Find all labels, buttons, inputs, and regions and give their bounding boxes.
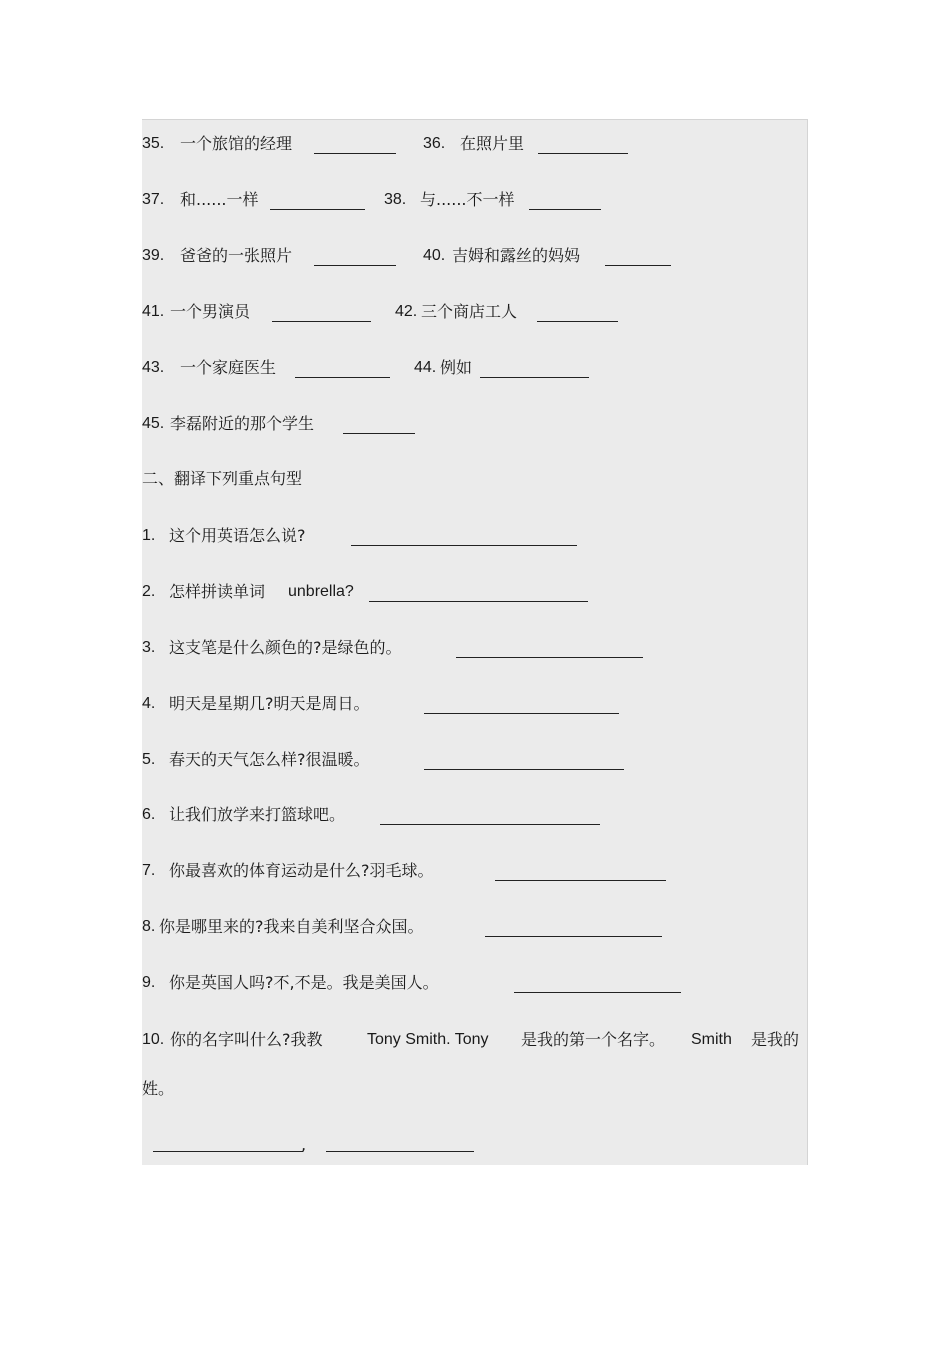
item-text: 让我们放学来打篮球吧。 (169, 805, 346, 824)
item-number: 37. (142, 191, 165, 208)
item-number: 9. (142, 974, 156, 991)
item-text: 姓。 (142, 1079, 175, 1098)
answer-blank[interactable] (456, 657, 643, 658)
answer-blank[interactable] (424, 713, 619, 714)
answer-blank[interactable] (153, 1151, 303, 1152)
answer-blank[interactable] (314, 265, 396, 266)
item-number: 38. (384, 191, 407, 208)
answer-blank[interactable] (537, 321, 618, 322)
item-word: Tony Smith. Tony (367, 1031, 489, 1048)
item-number: 40. (423, 247, 446, 264)
item-number: 4. (142, 695, 156, 712)
answer-blank[interactable] (295, 377, 390, 378)
item-number: 2. (142, 583, 156, 600)
answer-blank[interactable] (369, 601, 588, 602)
item-number: 5. (142, 751, 156, 768)
section-heading: 二、翻译下列重点句型 (142, 469, 303, 488)
answer-blank[interactable] (351, 545, 577, 546)
answer-blank[interactable] (272, 321, 371, 322)
item-number: 42. (395, 303, 418, 320)
answer-blank[interactable] (326, 1151, 474, 1152)
item-text: 在照片里 (460, 134, 525, 153)
answer-blank[interactable] (514, 992, 681, 993)
answer-blank[interactable] (538, 153, 628, 154)
item-number: 41. (142, 303, 165, 320)
item-text: 你的名字叫什么?我教 (170, 1030, 323, 1049)
item-number: 36. (423, 135, 446, 152)
item-text: 是我的 (751, 1030, 800, 1049)
item-number: 7. (142, 862, 156, 879)
item-number: 6. (142, 806, 156, 823)
item-text: 你是英国人吗?不,不是。我是美国人。 (169, 973, 439, 992)
item-text: 这支笔是什么颜色的?是绿色的。 (169, 638, 402, 657)
item-text: 爸爸的一张照片 (180, 246, 293, 265)
item-text: 是我的第一个名字。 (521, 1030, 666, 1049)
answer-blank[interactable] (605, 265, 671, 266)
answer-blank[interactable] (495, 880, 666, 881)
item-text: 你是哪里来的?我来自美利坚合众国。 (159, 917, 424, 936)
item-text: 春天的天气怎么样?很温暖。 (169, 750, 370, 769)
item-number: 39. (142, 247, 165, 264)
item-number: 8. (142, 918, 156, 935)
item-text: 李磊附近的那个学生 (170, 414, 315, 433)
answer-blank[interactable] (424, 769, 624, 770)
item-word: Smith (691, 1031, 732, 1048)
item-text: 吉姆和露丝的妈妈 (452, 246, 581, 265)
item-number: 1. (142, 527, 156, 544)
answer-blank[interactable] (529, 209, 601, 210)
item-text: 与......不一样 (420, 190, 515, 209)
item-number: 10. (142, 1031, 165, 1048)
answer-blank[interactable] (485, 936, 662, 937)
item-text: 你最喜欢的体育运动是什么?羽毛球。 (169, 861, 434, 880)
item-number: 44. (414, 359, 437, 376)
item-text: 例如 (440, 358, 473, 377)
item-text: 一个旅馆的经理 (180, 134, 293, 153)
item-number: 45. (142, 415, 165, 432)
answer-blank[interactable] (270, 209, 365, 210)
item-word: unbrella? (288, 583, 354, 600)
item-number: 43. (142, 359, 165, 376)
item-text: 三个商店工人 (421, 302, 518, 321)
answer-blank[interactable] (380, 824, 600, 825)
item-text: 和......一样 (180, 190, 259, 209)
separator-comma: , (301, 1135, 307, 1154)
item-text: 怎样拼读单词 (169, 582, 266, 601)
item-number: 35. (142, 135, 165, 152)
item-text: 一个家庭医生 (180, 358, 277, 377)
answer-blank[interactable] (480, 377, 589, 378)
answer-blank[interactable] (314, 153, 396, 154)
item-number: 3. (142, 639, 156, 656)
item-text: 一个男演员 (170, 302, 251, 321)
item-text: 明天是星期几?明天是周日。 (169, 694, 370, 713)
item-text: 这个用英语怎么说? (169, 526, 306, 545)
answer-blank[interactable] (343, 433, 415, 434)
